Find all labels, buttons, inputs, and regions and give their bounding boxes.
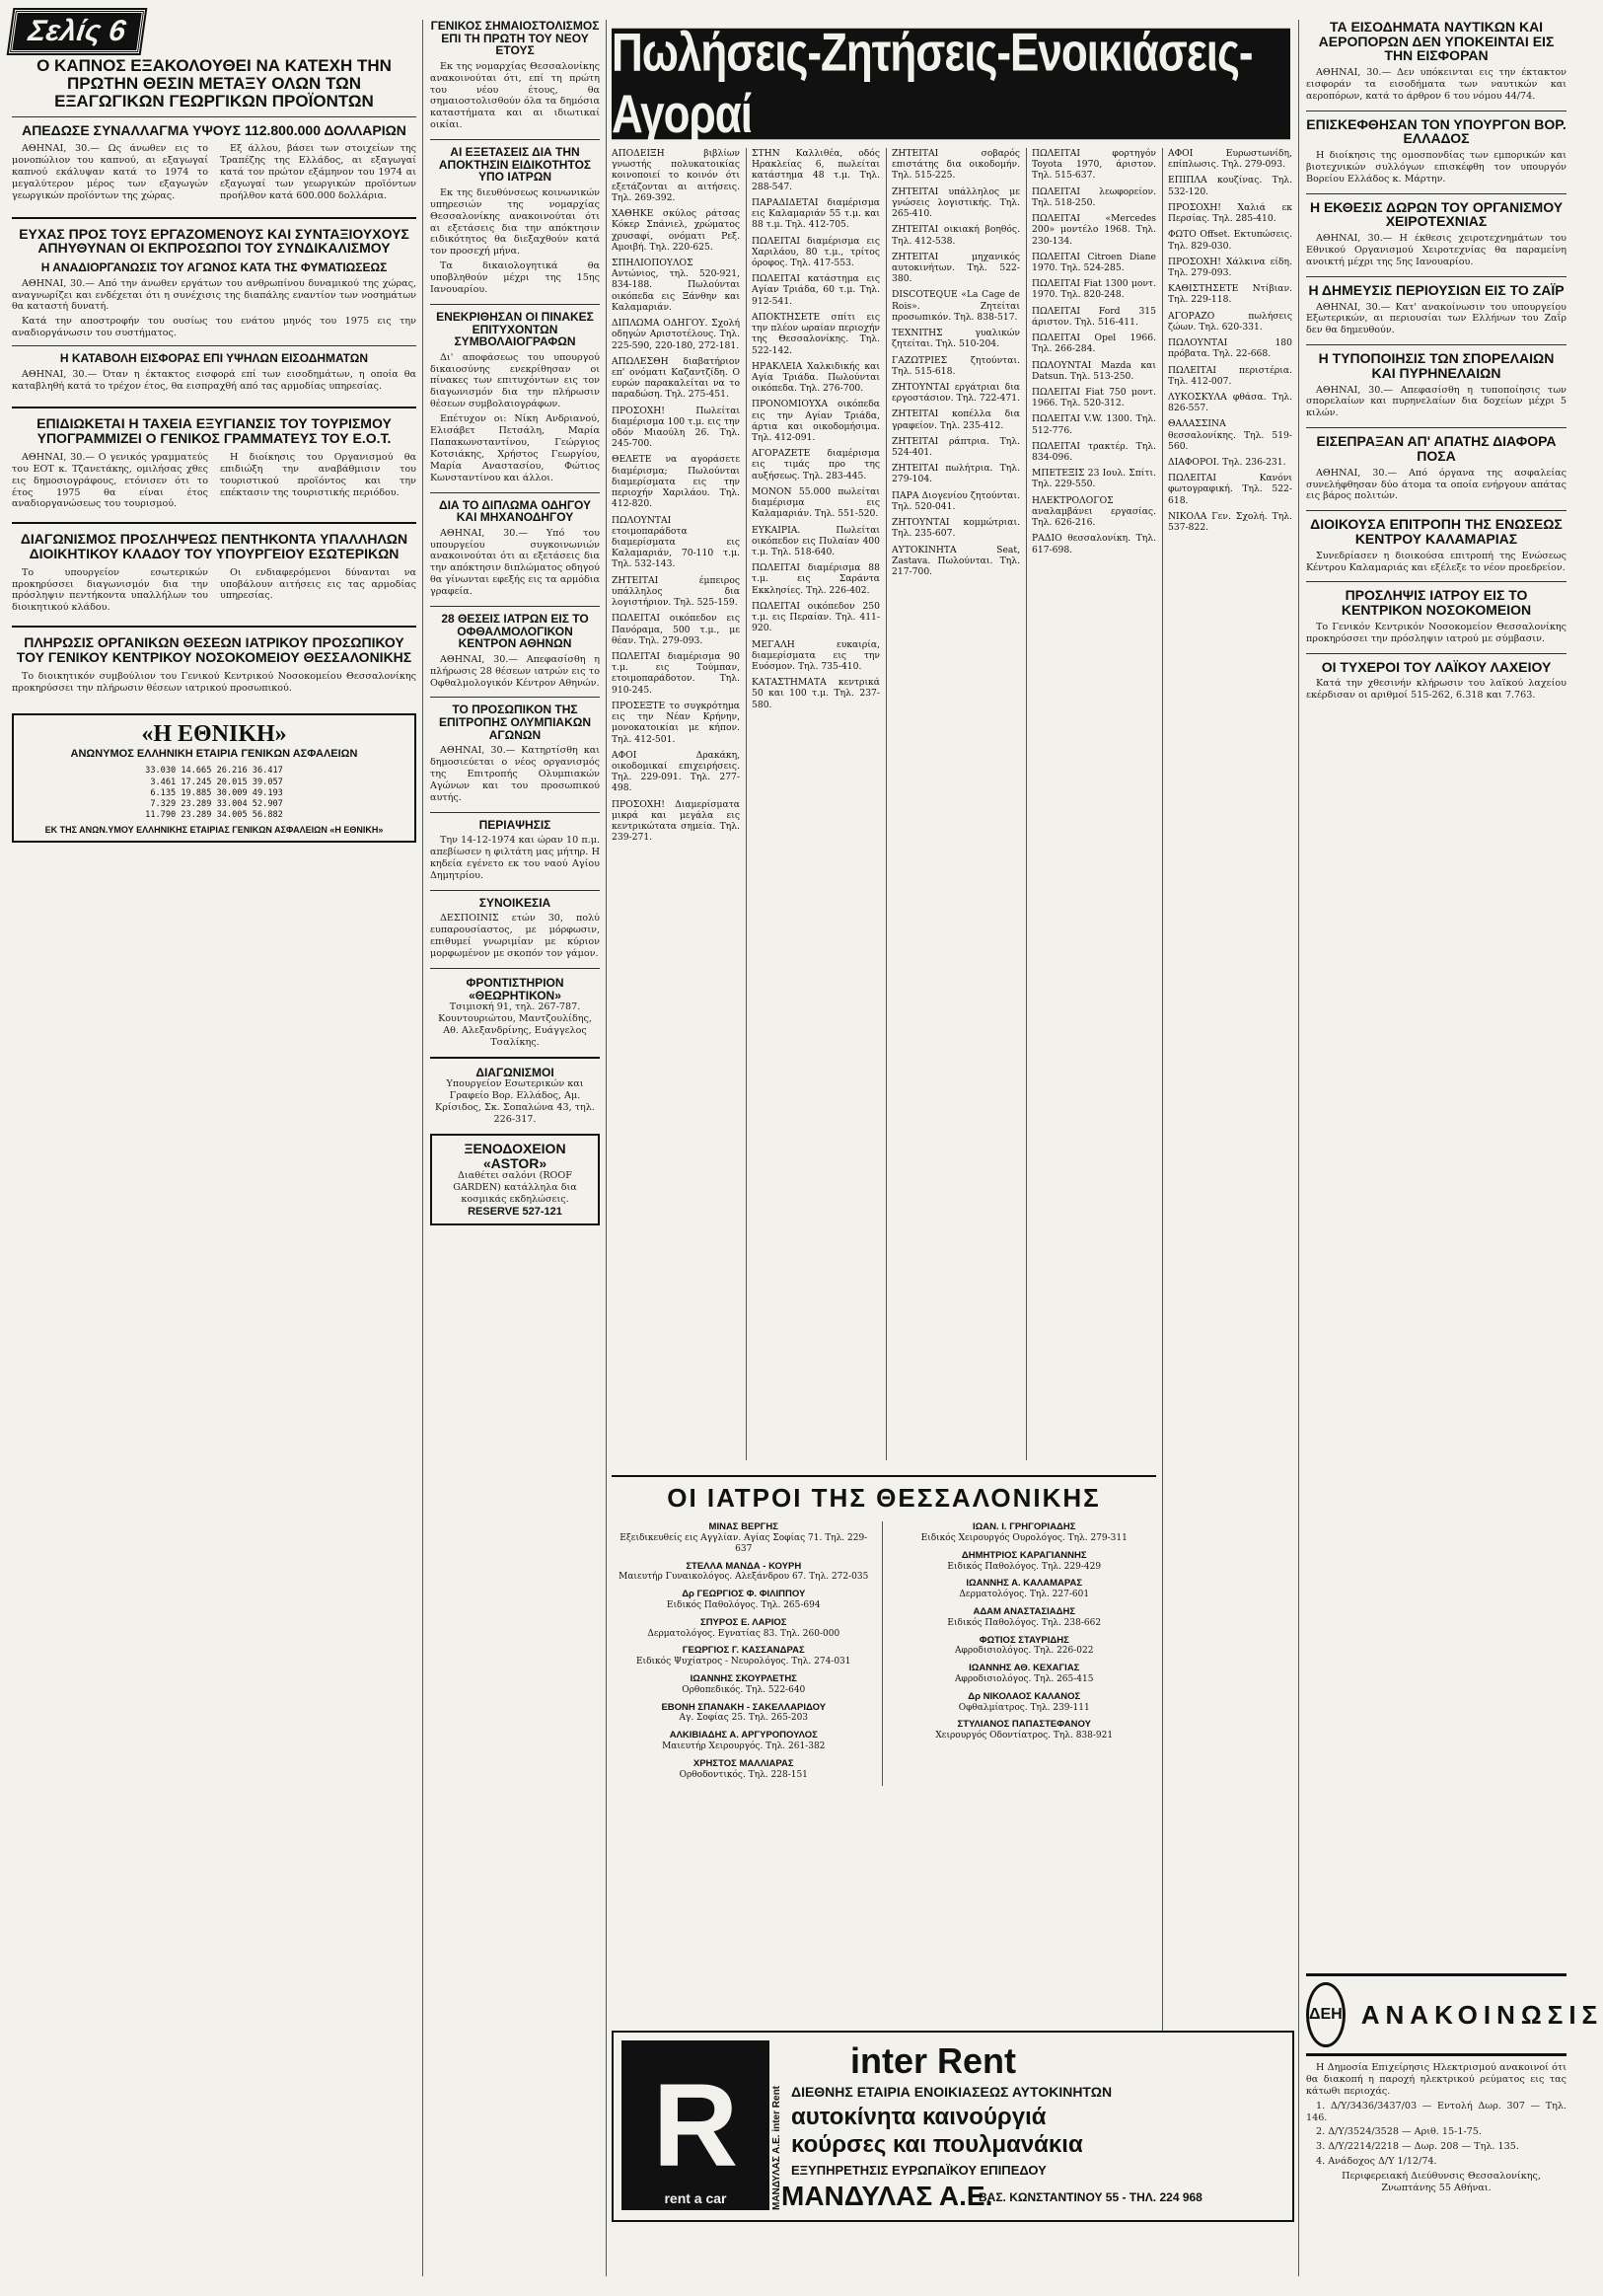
doctor-entry bbox=[612, 1645, 876, 1667]
doctors-title: ΟΙ ΙΑΤΡΟΙ ΤΗΣ ΘΕΣΣΑΛΟΝΙΚΗΣ bbox=[667, 1483, 1101, 1513]
column-second bbox=[430, 20, 600, 2279]
paragraph: Κατά την χθεσινήν κλήρωσιν του λαϊκού λαχείου εκέρδισαν οι αριθμοί 515-262, 6.318 και 7.763. bbox=[1306, 678, 1567, 702]
classified-ad: ΠΩΛΕΙΤΑΙ οικόπεδον εις Πανόραμα, 500 τ.μ., με θέαν. Τηλ. 279-093. bbox=[612, 613, 740, 646]
classified-ad: ΖΗΤΕΙΤΑΙ μηχανικός αυτοκινήτων. Τηλ. 522-380. bbox=[892, 251, 1020, 285]
classified-ad: ΖΗΤΟΥΝΤΑΙ κομμώτριαι. Τηλ. 235-607. bbox=[892, 517, 1020, 540]
doctor-name: ΑΔΑΜ ΑΝΑΣΤΑΣΙΑΔΗΣ bbox=[973, 1606, 1076, 1618]
classified-ad: ΠΡΟΣΟΧΗ! Χαλιά εκ Περσίας. Τηλ. 285-410. bbox=[1168, 201, 1292, 225]
article-headline: ΣΥΝΟΙΚΕΣΙΑ bbox=[478, 895, 551, 910]
paragraph: Δι' αποφάσεως του υπουργού δικαιοσύνης ενεκρίθησαν οι πίνακες των επιτυχόντων εις τον διαγωνισμόν δια την πλήρωσιν θέσεων συμβολαιογράφων. bbox=[430, 351, 600, 410]
article-headline: 28 ΘΕΣΕΙΣ ΙΑΤΡΩΝ ΕΙΣ ΤΟ ΟΦΘΑΛΜΟΛΟΓΙΚΟΝ ΚΕΝΤΡΟΝ ΑΘΗΝΩΝ bbox=[441, 612, 589, 651]
classified-ad: ΗΛΕΚΤΡΟΛΟΓΟΣ αναλαμβάνει εργασίας. Τηλ. 626-216. bbox=[1032, 494, 1156, 529]
classified-ad: ΠΡΟΣΟΧΗ! Χάλκινα είδη. Τηλ. 279-093. bbox=[1168, 256, 1292, 278]
paragraph: ΑΘΗΝΑΙ, 30.— Όταν η έκτακτος εισφορά επί των εισοδημάτων, η οποία θα καταβληθή κατά το τρέχον έτος, θα εισπραχθή από τας αρμοδίας υπηρεσίας. bbox=[12, 368, 416, 392]
paragraph: ΑΘΗΝΑΙ, 30.— Η έκθεσις χειροτεχνημάτων του Εθνικού Οργανισμού Χειροτεχνίας θα παραμείνη ανοικτή μέχρι της 5ης Ιανουαρίου. bbox=[1306, 233, 1567, 267]
classified-ad: ΔΙΑΦΟΡΟΙ. Τηλ. 236-231. bbox=[1168, 457, 1286, 469]
classifieds-column-c bbox=[892, 148, 1020, 1460]
doctor-entry bbox=[612, 1702, 876, 1725]
paragraph: ΑΘΗΝΑΙ, 30.— Υπό του υπουργείου συγκοινωνιών ανακοινούται ότι αι εξετάσεις δια την απόκτησιν διπλώματος οδηγού θα γίνωνται εφεξής εις τα αρμόδια γραφεία. bbox=[430, 527, 600, 598]
classified-ad: ΛΥΚΟΣΚΥΛΑ φθάσα. Τηλ. 826-557. bbox=[1168, 391, 1292, 414]
classified-ad: ΖΗΤΕΙΤΑΙ σοβαρός επιστάτης δια οικοδομήν. Τηλ. 515-225. bbox=[892, 148, 1020, 182]
lead-subheadline: ΑΠΕΔΩΣΕ ΣΥΝΑΛΛΑΓΜΑ ΥΨΟΥΣ 112.800.000 ΔΟΛΛΑΡΙΩΝ bbox=[22, 121, 406, 138]
ad-line: ΕΞΥΠΗΡΕΤΗΣΙΣ ΕΥΡΩΠΑΪΚΟΥ ΕΠΙΠΕΔΟΥ bbox=[791, 2163, 1047, 2178]
doctor-detail: Ειδικός Παθολόγος. Τηλ. 229-429 bbox=[947, 1561, 1102, 1572]
classified-ad: ΠΩΛΟΥΝΤΑΙ 180 πρόβατα. Τηλ. 22-668. bbox=[1168, 337, 1292, 360]
paragraph: Η διοίκησις του Οργανισμού θα επιδιώξη την αναβάθμισιν του τουριστικού προϊόντος και την επέκτασιν της τουριστικής περιόδου. bbox=[220, 451, 416, 498]
paragraph: 3. Δ/Υ/2214/2218 — Δωρ. 208 — Τηλ. 135. bbox=[1316, 2141, 1519, 2153]
logo-letter: R bbox=[652, 2059, 739, 2191]
classified-ad: ΠΩΛΕΙΤΑΙ οικόπεδον 250 τ.μ. εις Περαίαν. Τηλ. 411-920. bbox=[752, 600, 880, 634]
doctor-name: ΦΩΤΙΟΣ ΣΤΑΥΡΙΔΗΣ bbox=[979, 1634, 1069, 1646]
classified-ad: ΠΩΛΕΙΤΑΙ Citroen Diane 1970. Τηλ. 524-285. bbox=[1032, 251, 1156, 273]
ad-body: Διαθέτει σαλόνι (ROOF GARDEN) κατάλληλα δια κοσμικάς εκδηλώσεις. bbox=[453, 1170, 577, 1206]
classified-ad: ΠΩΛΕΙΤΑΙ Opel 1966. Τηλ. 266-284. bbox=[1032, 333, 1156, 355]
classified-ad: ΜΟΝΟΝ 55.000 πωλείται διαμέρισμα εις Καλαμαριάν. Τηλ. 551-520. bbox=[752, 485, 880, 520]
classified-ad: ΑΦΟΙ Ευρωστωνίδη, επίπλωσις. Τηλ. 279-093. bbox=[1168, 148, 1292, 171]
doctor-name: ΙΩΑΝΝΗΣ Α. ΚΑΛΑΜΑΡΑΣ bbox=[966, 1578, 1083, 1590]
doctor-detail: Ειδικός Παθολόγος. Τηλ. 238-662 bbox=[947, 1617, 1102, 1628]
logo-caption: rent a car bbox=[664, 2190, 727, 2206]
doctor-detail: Δερματολόγος. Τηλ. 227-601 bbox=[959, 1590, 1090, 1600]
paragraph: Εκ της νομαρχίας Θεσσαλονίκης ανακοινούται ότι, επί τη πρώτη του νέου έτους, θα σημαιοστολισθούν όλα τα δημόσια καταστήματα και αι ιδιωτικαί οικίαι. bbox=[430, 60, 600, 131]
column-left bbox=[12, 10, 416, 2279]
article-headline: Η ΔΗΜΕΥΣΙΣ ΠΕΡΙΟΥΣΙΩΝ ΕΙΣ ΤΟ ΖΑΪΡ bbox=[1308, 281, 1565, 298]
paragraph: Συνεδρίασεν η διοικούσα επιτροπή της Ενώσεως Κέντρου Καλαμαριάς και εξέλεξε το νέον προεδρείον. bbox=[1306, 550, 1567, 573]
doctor-detail: Αφροδισιολόγος. Τηλ. 265-415 bbox=[955, 1674, 1094, 1685]
classified-ad: ΠΡΟΝΟΜΙΟΥΧΑ οικόπεδα εις την Αγίαν Τριάδα, άρτια και οικοδομήσιμα. Τηλ. 412-091. bbox=[752, 399, 880, 444]
classified-ad: ΠΑΡΑΔΙΔΕΤΑΙ διαμέρισμα εις Καλαμαριάν 55 τ.μ. και 88 τ.μ. Τηλ. 412-705. bbox=[752, 196, 880, 231]
classified-ad: ΠΡΟΣΟΧΗ! Διαμερίσματα μικρά και μεγάλα εις κεντρικώτατα σημεία. Τηλ. 239-271. bbox=[612, 798, 740, 844]
article-headline: ΕΥΧΑΣ ΠΡΟΣ ΤΟΥΣ ΕΡΓΑΖΟΜΕΝΟΥΣ ΚΑΙ ΣΥΝΤΑΞΙΟΥΧΟΥΣ ΑΠΗΥΘΥΝΑΝ ΟΙ ΕΚΠΡΟΣΩΠΟΙ ΤΟΥ ΣΥΝΔΙΚΑΛΙΣΜΟΥ bbox=[19, 225, 409, 257]
classified-ad: ΠΩΛΕΙΤΑΙ διαμέρισμα 88 τ.μ. εις Σαράντα Εκκλησίες. Τηλ. 226-402. bbox=[752, 562, 880, 596]
doctor-entry bbox=[893, 1719, 1157, 1741]
doctor-detail: Αγ. Σοφίας 25. Τηλ. 265-203 bbox=[679, 1713, 809, 1724]
classified-ad: ΠΩΛΕΙΤΑΙ V.W. 1300. Τηλ. 512-776. bbox=[1032, 413, 1156, 436]
deh-title: ΑΝΑΚΟΙΝΩΣΙΣ bbox=[1360, 1999, 1603, 2030]
ethniki-insurance-ad bbox=[12, 713, 416, 843]
classifieds-column-e bbox=[1168, 148, 1292, 2023]
classified-ad: ΑΦΟΙ Δρακάκη, οικοδομικαί επιχειρήσεις. Τηλ. 229-091. Τηλ. 277-498. bbox=[612, 749, 740, 794]
classified-ad: ΠΩΛΕΙΤΑΙ Ford 315 άριστον. Τηλ. 516-411. bbox=[1032, 305, 1156, 328]
doctor-detail: Δερματολόγος. Εγνατίας 83. Τηλ. 260-000 bbox=[647, 1628, 840, 1639]
article-headline: ΕΝΕΚΡΙΘΗΣΑΝ ΟΙ ΠΙΝΑΚΕΣ ΕΠΙΤΥΧΟΝΤΩΝ ΣΥΜΒΟΛΑΙΟΓΡΑΦΩΝ bbox=[436, 309, 594, 349]
classified-ad: ΧΑΘΗΚΕ σκύλος ράτσας Κόκερ Σπάνιελ, χρώματος χρυσαφί, ονόματι Ρεξ. Αμοιβή. Τηλ. 220-625. bbox=[612, 208, 740, 253]
article-headline: ΔΙΟΙΚΟΥΣΑ ΕΠΙΤΡΟΠΗ ΤΗΣ ΕΝΩΣΕΩΣ ΚΕΝΤΡΟΥ ΚΑΛΑΜΑΡΙΑΣ bbox=[1310, 516, 1563, 547]
deh-footer: Περιφερειακή Διεύθυνσις Θεσσαλονίκης, Ζνωπτάνης 55 Αθήναι. bbox=[1342, 2171, 1541, 2194]
doctor-entry bbox=[893, 1635, 1157, 1658]
inter-rent-logo bbox=[621, 2040, 769, 2210]
classified-ad: ΑΥΤΟΚΙΝΗΤΑ Seat, Zastava. Πωλούνται. Τηλ. 217-700. bbox=[892, 544, 1020, 577]
paragraph: Εξ άλλου, βάσει των στοιχείων της Τραπέζης της Ελλάδος, αι εξαγωγαί κατά τον πρώτον εξάμηνον του 1974 αι εξαγωγαί των γεωργικών προϊόντων προήλθον κατά 600.000 δολλάρια. bbox=[220, 143, 416, 201]
classified-ad: ΤΕΧΝΙΤΗΣ γυαλικών ζητείται. Τηλ. 510-204. bbox=[892, 328, 1020, 350]
classifieds-column-a bbox=[612, 148, 740, 1460]
section-logo-text: Σελίς 6 bbox=[9, 10, 145, 53]
classifieds-banner: Πωλήσεις-Ζητήσεις-Ενοικιάσεις-Αγοραί bbox=[612, 29, 1290, 140]
article-headline: ΟΙ ΤΥΧΕΡΟΙ ΤΟΥ ΛΑΪΚΟΥ ΛΑΧΕΙΟΥ bbox=[1321, 658, 1552, 675]
doctor-entry bbox=[612, 1561, 876, 1584]
classified-ad: ΑΓΟΡΑΖΟ πωλήσεις ζώων. Τηλ. 620-331. bbox=[1168, 310, 1292, 333]
doctor-entry bbox=[893, 1578, 1157, 1600]
paragraph: Τα δικαιολογητικά θα υποβληθούν μέχρι της 15ης Ιανουαρίου. bbox=[430, 260, 600, 296]
doctor-detail: Ορθοπεδικός. Τηλ. 522-640 bbox=[682, 1684, 806, 1695]
classified-ad: ΖΗΤΕΙΤΑΙ έμπειρος υπάλληλος δια λογιστήριον. Τηλ. 525-159. bbox=[612, 574, 740, 609]
ad-address: ΒΑΣ. ΚΩΝΣΤΑΝΤΙΝΟΥ 55 - ΤΗΛ. 224 968 bbox=[979, 2190, 1202, 2204]
classified-ad: ΖΗΤΕΙΤΑΙ πωλήτρια. Τηλ. 279-104. bbox=[892, 463, 1020, 485]
classified-ad: ΓΑΖΩΤΡΙΕΣ ζητούνται. Τηλ. 515-618. bbox=[892, 354, 1020, 377]
classified-ad: ΠΩΛΕΙΤΑΙ τρακτέρ. Τηλ. 834-096. bbox=[1032, 440, 1156, 464]
inter-rent-ad bbox=[612, 2031, 1294, 2222]
classified-ad: ΕΠΙΠΛΑ κουζίνας. Τηλ. 532-120. bbox=[1168, 175, 1292, 197]
classified-ad: ΗΡΑΚΛΕΙΑ Χαλκιδικής και Αγία Τριάδα. Πωλούνται οικόπεδα. Τηλ. 276-700. bbox=[752, 360, 880, 395]
ad-body: Τσιμισκή 91, τηλ. 267-787. Κουντουριώτου, Μαντζουλίδης, Αθ. Αλεξανδρίνης, Ευάγγελος Τσαλίκης. bbox=[438, 1001, 592, 1048]
classified-ad: ΠΩΛΕΙΤΑΙ φορτηγόν Toyota 1970, άριστον. Τηλ. 515-637. bbox=[1032, 148, 1156, 182]
paragraph: Η διοίκησις της ομοσπονδίας των εμπορικών και βιοτεχνικών συλλόγων επισκέφθη τον υπουργόν Βορείου Ελλάδος κ. Μάρτην. bbox=[1306, 150, 1567, 185]
classified-ad: ΖΗΤΕΙΤΑΙ οικιακή βοηθός. Τηλ. 412-538. bbox=[892, 224, 1020, 247]
doctor-entry bbox=[612, 1730, 876, 1752]
ad-title: ΞΕΝΟΔΟΧΕΙΟΝ «ASTOR» bbox=[464, 1140, 566, 1171]
doctor-name: ΣΠΥΡΟΣ Ε. ΛΑΡΙΟΣ bbox=[700, 1616, 787, 1628]
classified-ad: ΑΠΩΛΕΣΘΗ διαβατήριον επ' ονόματι Καζαντζίδη. Ο ευρών παρακαλείται να το παραδώση. Τηλ. 275-451. bbox=[612, 355, 740, 401]
classified-ad: ΚΑΤΑΣΤΗΜΑΤΑ κεντρικά 50 και 100 τ.μ. Τηλ. 237-580. bbox=[752, 677, 880, 710]
doctor-entry bbox=[893, 1606, 1157, 1629]
article-headline: ΔΙΑ ΤΟ ΔΙΠΛΩΜΑ ΟΔΗΓΟΥ ΚΑΙ ΜΗΧΑΝΟΔΗΓΟΥ bbox=[438, 497, 592, 525]
classified-ad: ΦΩΤΟ Offset. Εκτυπώσεις. Τηλ. 829-030. bbox=[1168, 229, 1292, 252]
article-headline: ΠΡΟΣΛΗΨΙΣ ΙΑΤΡΟΥ ΕΙΣ ΤΟ ΚΕΝΤΡΙΚΟΝ ΝΟΣΟΚΟΜΕΙΟΝ bbox=[1341, 587, 1532, 619]
paragraph: 2. Δ/Υ/3524/3528 — Αριθ. 15-1-75. bbox=[1316, 2126, 1482, 2138]
doctor-entry bbox=[893, 1550, 1157, 1573]
doctor-detail: Ειδικός Χειρουργός Ουρολόγος. Τηλ. 279-311 bbox=[920, 1533, 1128, 1544]
paragraph: ΔΕΣΠΟΙΝΙΣ ετών 30, πολύ ευπαρουσίαστος, με μόρφωσιν, επιθυμεί γνωριμίαν με κύριον μορφωμένον με σκοπόν τον γάμον. bbox=[430, 913, 600, 960]
classified-ad: ΑΓΟΡΑΖΕΤΕ διαμέρισμα εις τιμάς προ της αυξήσεως. Τηλ. 283-445. bbox=[752, 448, 880, 481]
classified-ad: ΘΑΛΑΣΣΙΝΑ θεσσαλονίκης. Τηλ. 519-560. bbox=[1168, 418, 1292, 452]
ad-side-caption: ΜΑΝΔΥΛΑΣ Α.Ε. inter Rent bbox=[771, 2085, 782, 2210]
doctor-entry bbox=[612, 1758, 876, 1781]
classified-ad: ΡΑΔΙΟ θεσσαλονίκη. Τηλ. 617-698. bbox=[1032, 533, 1156, 555]
ad-subtitle: ΑΝΩΝΥΜΟΣ ΕΛΛΗΝΙΚΗ ΕΤΑΙΡΙΑ ΓΕΝΙΚΩΝ ΑΣΦΑΛΕΙΩΝ bbox=[70, 748, 358, 761]
doctors-directory bbox=[612, 1475, 1156, 2020]
paragraph: ΑΘΗΝΑΙ, 30.— Κατηρτίσθη και δημοσιεύεται ο νέος οργανισμός της Επιτροπής Ολυμπιακών Αγώνων και του προσωπικού αυτής. bbox=[430, 745, 600, 803]
doctor-entry bbox=[612, 1617, 876, 1640]
classified-ad: ΠΩΛΕΙΤΑΙ «Mercedes 200» μοντέλο 1968. Τηλ. 230-134. bbox=[1032, 213, 1156, 247]
astor-hotel-ad bbox=[430, 1134, 600, 1225]
doctor-detail: Εξειδικευθείς εις Αγγλίαν. Αγίας Σοφίας 71. Τηλ. 229-637 bbox=[619, 1533, 868, 1554]
classified-ad: ΑΠΟΔΕΙΞΗ βιβλίων γνωστής πολυκατοικίας κοινοποιεί το κοινόν ότι εξετάζονται αι αιτήσεις. Τηλ. 269-392. bbox=[612, 148, 740, 203]
classified-ad: ΠΩΛΕΙΤΑΙ διαμέρισμα εις Χαριλάου, 80 τ.μ., τρίτος όροφος. Τηλ. 417-553. bbox=[752, 235, 880, 268]
ad-title: inter Rent bbox=[850, 2040, 1017, 2081]
ad-title: ΔΙΑΓΩΝΙΣΜΟΙ bbox=[475, 1065, 554, 1079]
doctors-list-right bbox=[893, 1521, 1157, 1786]
deh-logo: ΔΕΗ bbox=[1306, 1982, 1346, 2047]
ad-footer: ΕΚ ΤΗΣ ΑΝΩΝ.ΥΜΟΥ ΕΛΛΗΝΙΚΗΣ ΕΤΑΙΡΙΑΣ ΓΕΝΙΚΩΝ ΑΣΦΑΛΕΙΩΝ «Η ΕΘΝΙΚΗ» bbox=[44, 825, 384, 836]
article-headline: ΑΙ ΕΞΕΤΑΣΕΙΣ ΔΙΑ ΤΗΝ ΑΠΟΚΤΗΣΙΝ ΕΙΔΙΚΟΤΗΤΟΣ ΥΠΟ ΙΑΤΡΩΝ bbox=[438, 145, 592, 185]
article-subheadline: Η ΑΝΑΔΙΟΡΓΑΝΩΣΙΣ ΤΟΥ ΑΓΩΝΟΣ ΚΑΤΑ ΤΗΣ ΦΥΜΑΤΙΩΣΕΩΣ bbox=[40, 260, 388, 275]
article-headline: ΕΠΙΣΚΕΦΘΗΣΑΝ ΤΟΝ ΥΠΟΥΡΓΟΝ ΒΟΡ. ΕΛΛΑΔΟΣ bbox=[1306, 115, 1567, 147]
column-right bbox=[1306, 19, 1603, 2279]
paragraph: Εκ της διευθύνσεως κοινωνικών υπηρεσιών της νομαρχίας Θεσσαλονίκης ανακοινούται ότι αι εξετάσεις δια την απόκτησιν ειδικότητος θα διεξαχθούν κατά τον προσεχή μήνα. bbox=[430, 186, 600, 258]
classified-ad: ΑΠΟΚΤΗΣΕΤΕ σπίτι εις την πλέον ωραίαν περιοχήν της Θεσσαλονίκης. Τηλ. 522-142. bbox=[752, 311, 880, 356]
doctor-detail: Οφθαλμίατρος. Τηλ. 239-111 bbox=[958, 1702, 1090, 1713]
doctor-detail: Ειδικός Παθολόγος. Τηλ. 265-694 bbox=[666, 1600, 821, 1611]
ad-number-table: 33.030 14.665 26.216 36.417 3.461 17.245 20.015 39.057 6.135 19.885 30.009 49.193 7.329 23.289 33.004 52.907 11.790 23.289 34.005 56.882 bbox=[145, 766, 283, 821]
doctor-name: ΣΤΥΛΙΑΝΟΣ ΠΑΠΑΣΤΕΦΑΝΟΥ bbox=[957, 1719, 1091, 1731]
paragraph: ΑΘΗΝΑΙ, 30.— Κατ' ανακοίνωσιν του υπουργείου Εξωτερικών, αι περιουσίαι των Ελλήνων του Ζαΐρ δεν θα δημευθούν. bbox=[1306, 301, 1567, 336]
classified-ad: ΜΠΕΤΕΞΙΣ 23 Ιουλ. Σπίτι. Τηλ. 229-550. bbox=[1032, 468, 1156, 490]
doctor-entry bbox=[612, 1589, 876, 1611]
article-headline: ΠΛΗΡΩΣΙΣ ΟΡΓΑΝΙΚΩΝ ΘΕΣΕΩΝ ΙΑΤΡΙΚΟΥ ΠΡΟΣΩΠΙΚΟΥ ΤΟΥ ΓΕΝΙΚΟΥ ΚΕΝΤΡΙΚΟΥ ΝΟΣΟΚΟΜΕΙΟΥ ΘΕΣΣΑΛΟΝΙΚΗΣ bbox=[16, 634, 412, 665]
article-subheadline: Η ΚΑΤΑΒΟΛΗ ΕΙΣΦΟΡΑΣ ΕΠΙ ΥΨΗΛΩΝ ΕΙΣΟΔΗΜΑΤΩΝ bbox=[59, 351, 369, 366]
classified-ad: ΠΩΛΕΙΤΑΙ Κανόνι φωτογραφική. Τηλ. 522-618. bbox=[1168, 473, 1292, 506]
ad-title: «Η ΕΘΝΙΚΗ» bbox=[141, 721, 287, 748]
paragraph: 1. Δ/Υ/3436/3437/03 — Εντολή Δωρ. 307 — Τηλ. 146. bbox=[1306, 2100, 1567, 2123]
doctor-detail: Μαιευτήρ Γυναικολόγος. Αλεξάνδρου 67. Τηλ. 272-035 bbox=[619, 1572, 869, 1583]
ad-body: Υπουργείον Εσωτερικών και Γραφείο Βορ. Ελλάδος, Αμ. Κρίσιδος, Σκ. Σοπαλώνα 43, τηλ. 226-317. bbox=[435, 1078, 595, 1126]
doctor-entry bbox=[612, 1521, 876, 1554]
paragraph: Το Γενικόν Κεντρικόν Νοσοκομείον Θεσσαλονίκης προκηρύσσει την πρόσληψιν ιατρού με σύμβασιν. bbox=[1306, 621, 1567, 644]
deh-announcement bbox=[1306, 1973, 1603, 2197]
classified-ad: DISCOTEQUE «La Cage de Rois». Ζητείται προσωπικόν. Τηλ. 838-517. bbox=[892, 289, 1020, 323]
classified-ad: ΠΑΡΑ Διογενίου ζητούνται. Τηλ. 520-041. bbox=[892, 489, 1020, 512]
paragraph: ΑΘΗΝΑΙ, 30.— Ως άνωθεν εις το μονοπώλιον του καπνού, αι εξαγωγαί καπνού εκάλυψαν κατά το 1974 το μεγαλύτερον μέρος των εξαγωγών γεωργικών προϊόντων της χώρας. bbox=[12, 143, 208, 201]
doctors-list-left bbox=[612, 1521, 883, 1786]
paragraph: Το διοικητικόν συμβούλιον του Γενικού Κεντρικού Νοσοκομείου Θεσσαλονίκης προκηρύσσει την πλήρωσιν θέσεων ιατρικού προσωπικού. bbox=[12, 670, 416, 694]
doctor-entry bbox=[612, 1673, 876, 1696]
classified-ad: ΝΙΚΟΛΑ Γεν. Σχολή. Τηλ. 537-822. bbox=[1168, 510, 1292, 534]
classified-ad: ΖΗΤΕΙΤΑΙ κοπέλλα δια γραφείον. Τηλ. 235-412. bbox=[892, 408, 1020, 431]
doctor-detail: Ορθοδοντικός. Τηλ. 228-151 bbox=[679, 1769, 808, 1780]
classified-ad: ΘΕΛΕΤΕ να αγοράσετε διαμέρισμα; Πωλούνται διαμερίσματα εις την περιοχήν Χαριλάου. Τηλ. 412-820. bbox=[612, 454, 740, 510]
classified-ad: ΠΩΛΕΙΤΑΙ κατάστημα εις Αγίαν Τριάδα, 60 τ.μ. Τηλ. 912-541. bbox=[752, 273, 880, 307]
section-logo bbox=[12, 10, 416, 53]
ad-footer: RESERVE 527-121 bbox=[468, 1205, 562, 1218]
ad-line: ΔΙΕΘΝΗΣ ΕΤΑΙΡΙΑ ΕΝΟΙΚΙΑΣΕΩΣ ΑΥΤΟΚΙΝΗΤΩΝ bbox=[791, 2084, 1113, 2100]
classified-ad: ΠΩΛΟΥΝΤΑΙ ετοιμοπαράδοτα διαμερίσματα εις Καλαμαριάν, 70-110 τ.μ. Τηλ. 532-143. bbox=[612, 514, 740, 570]
doctor-name: ΓΕΩΡΓΙΟΣ Γ. ΚΑΣΣΑΝΔΡΑΣ bbox=[682, 1645, 805, 1657]
doctor-detail: Μαιευτήρ Χειρουργός. Τηλ. 261-382 bbox=[662, 1741, 826, 1752]
doctor-detail: Ειδικός Ψυχίατρος - Νευρολόγος. Τηλ. 274-031 bbox=[635, 1657, 851, 1667]
doctor-name: ΜΙΝΑΣ ΒΕΡΓΗΣ bbox=[708, 1521, 778, 1533]
ad-line: αυτοκίνητα καινούργιά bbox=[791, 2104, 1047, 2130]
article-headline: ΕΠΙΔΙΩΚΕΤΑΙ Η ΤΑΧΕΙΑ ΕΞΥΓΙΑΝΣΙΣ ΤΟΥ ΤΟΥΡΙΣΜΟΥ ΥΠΟΓΡΑΜΜΙΖΕΙ Ο ΓΕΝΙΚΟΣ ΓΡΑΜΜΑΤΕΥΣ ΤΟΥ Ε.Ο.Τ. bbox=[36, 415, 392, 447]
classified-ad: ΠΩΛΟΥΝΤΑΙ Mazda και Datsun. Τηλ. 513-250. bbox=[1032, 359, 1156, 382]
classified-ad: ΠΩΛΕΙΤΑΙ διαμέρισμα 90 τ.μ. εις Τούμπαν, ετοιμοπαράδοτον. Τηλ. 910-245. bbox=[612, 650, 740, 696]
paragraph: Την 14-12-1974 και ώραν 10 π.μ. απεβίωσεν η φιλτάτη μας μήτηρ. Η κηδεία εγένετο εκ του ναού Αγίου Δημητρίου. bbox=[430, 835, 600, 881]
ad-company: ΜΑΝΔΥΛΑΣ Α.Ε. bbox=[781, 2181, 993, 2211]
classified-ad: ΠΩΛΕΙΤΑΙ περιστέρια. Τηλ. 412-007. bbox=[1168, 364, 1292, 387]
article-headline: ΤΑ ΕΙΣΟΔΗΜΑΤΑ ΝΑΥΤΙΚΩΝ ΚΑΙ ΑΕΡΟΠΟΡΩΝ ΔΕΝ ΥΠΟΚΕΙΝΤΑΙ ΕΙΣ ΤΗΝ ΕΙΣΦΟΡΑΝ bbox=[1318, 19, 1555, 64]
paragraph: ΑΘΗΝΑΙ, 30.— Απεφασίσθη η πλήρωσις 28 θέσεων ιατρών εις το Οφθαλμολογικόν Κέντρον Αθηνών. bbox=[430, 653, 600, 689]
doctor-name: ΙΩΑΝΝΗΣ ΣΚΟΥΡΛΕΤΗΣ bbox=[690, 1673, 797, 1685]
doctor-detail: Αφροδισιολόγος. Τηλ. 226-022 bbox=[955, 1646, 1094, 1657]
paragraph: Επέτυχον οι: Νίκη Ανδριανού, Ελισάβετ Πετσάλη, Μαρία Παπακωνσταντίνου, Γεώργιος Κοτσιάκης, Χρήστος Γεωργίου, Μαρία Αναστασίου, Φώτιος Κωνσταντίνου και άλλοι. bbox=[430, 413, 600, 483]
paragraph: ΑΘΗΝΑΙ, 30.— Δεν υπόκεινται εις την έκτακτον εισφοράν τα εισοδήματα των ναυτικών και αεροπόρων, κατά το άρθρον 6 του νόμου 44/74. bbox=[1306, 67, 1567, 102]
article-headline: ΔΙΑΓΩΝΙΣΜΟΣ ΠΡΟΣΛΗΨΕΩΣ ΠΕΝΤΗΚΟΝΤΑ ΥΠΑΛΛΗΛΩΝ ΔΙΟΙΚΗΤΙΚΟΥ ΚΛΑΔΟΥ ΤΟΥ ΥΠΟΥΡΓΕΙΟΥ ΕΣΩΤΕΡΙΚΩΝ bbox=[20, 531, 408, 561]
doctor-name: ΧΡΗΣΤΟΣ ΜΑΛΛΙΑΡΑΣ bbox=[692, 1757, 794, 1769]
classified-ad: ΣΠΗΛΙΟΠΟΥΛΟΣ Αντώνιος, τηλ. 520-921, 834-188. Πωλούνται οικόπεδα εις Ξάνθην και Καλαμαριάν. bbox=[612, 257, 740, 313]
article-headline: ΓΕΝΙΚΟΣ ΣΗΜΑΙΟΣΤΟΛΙΣΜΟΣ ΕΠΙ ΤΗ ΠΡΩΤΗ ΤΟΥ ΝΕΟΥ ΕΤΟΥΣ bbox=[430, 19, 600, 58]
paragraph: ΑΘΗΝΑΙ, 30.— Από όργανα της ασφαλείας συνελήφθησαν δύο άτομα τα οποία ενήργουν απάτας εις βάρος πολιτών. bbox=[1306, 467, 1567, 502]
classified-ad: ΣΤΗΝ Καλλιθέα, οδός Ηρακλείας 6, πωλείται κατάστημα 48 τ.μ. Τηλ. 288-547. bbox=[752, 148, 880, 192]
classified-ad: ΖΗΤΕΙΤΑΙ ράπτρια. Τηλ. 524-401. bbox=[892, 435, 1020, 459]
classified-ad: ΜΕΓΑΛΗ ευκαιρία, διαμερίσματα εις την Ευόσμον. Τηλ. 735-410. bbox=[752, 638, 880, 672]
ad-line: κούρσες και πουλμανάκια bbox=[791, 2131, 1083, 2158]
paragraph: ΑΘΗΝΑΙ, 30.— Απεφασίσθη η τυποποίησις των σπορελαίων και πυρηνελαίων δια δοχείων μέχρι 5 κιλών. bbox=[1306, 384, 1567, 419]
classified-ad: ΠΡΟΣΕΞΤΕ το συγκρότημα εις την Νέαν Κρήνην, μονοκατοικίαι με κήπον. Τηλ. 412-501. bbox=[612, 700, 740, 745]
article-headline: ΕΙΣΕΠΡΑΞΑΝ ΑΠ' ΑΠΑΤΗΣ ΔΙΑΦΟΡΑ ΠΟΣΑ bbox=[1316, 433, 1557, 464]
doctor-entry bbox=[893, 1663, 1157, 1685]
classifieds-column-d bbox=[1032, 148, 1156, 1460]
classified-ad: ΠΩΛΕΙΤΑΙ λεωφορείον. Τηλ. 518-250. bbox=[1032, 185, 1156, 208]
article-headline: Η ΕΚΘΕΣΙΣ ΔΩΡΩΝ ΤΟΥ ΟΡΓΑΝΙΣΜΟΥ ΧΕΙΡΟΤΕΧΝΙΑΣ bbox=[1309, 198, 1564, 230]
doctor-name: ΑΛΚΙΒΙΑΔΗΣ Α. ΑΡΓΥΡΟΠΟΥΛΟΣ bbox=[669, 1730, 818, 1741]
classified-ad: ΖΗΤΕΙΤΑΙ υπάλληλος με γνώσεις λογιστικής. Τηλ. 265-410. bbox=[892, 185, 1020, 220]
paragraph: Κατά την αποστροφήν του ουσίως του ενάτου μηνός του 1975 εις την αναδιοργάνωσιν του συστήματος. bbox=[12, 316, 416, 339]
article-headline: ΠΕΡΙΑΨΗΣΙΣ bbox=[478, 817, 551, 832]
doctor-name: ΕΒΟΝΗ ΣΠΑΝΑΚΗ - ΣΑΚΕΛΛΑΡΙΔΟΥ bbox=[661, 1701, 827, 1713]
classified-ad: ΖΗΤΟΥΝΤΑΙ εργάτριαι δια εργοστάσιον. Τηλ. 722-471. bbox=[892, 381, 1020, 405]
doctor-detail: Χειρουργός Οδοντίατρος. Τηλ. 838-921 bbox=[935, 1731, 1114, 1741]
doctor-entry bbox=[893, 1691, 1157, 1714]
classified-ad: ΠΡΟΣΟΧΗ! Πωλείται διαμέρισμα 100 τ.μ. εις την οδόν Μιαούλη 26. Τηλ. 245-700. bbox=[612, 405, 740, 450]
lead-headline: Ο ΚΑΠΝΟΣ ΕΞΑΚΟΛΟΥΘΕΙ ΝΑ ΚΑΤΕΧΗ ΤΗΝ ΠΡΩΤΗΝ ΘΕΣΙΝ ΜΕΤΑΞΥ ΟΛΩΝ ΤΩΝ ΕΞΑΓΩΓΙΚΩΝ ΓΕΩΡΓΙΚΩΝ ΠΡΟΪΟΝΤΩΝ bbox=[36, 56, 392, 111]
classified-ad: ΕΥΚΑΙΡΙΑ. Πωλείται οικόπεδον εις Πυλαίαν 400 τ.μ. Τηλ. 518-640. bbox=[752, 524, 880, 557]
classified-ad: ΔΙΠΛΩΜΑ ΟΔΗΓΟΥ. Σχολή οδηγών Αριστοτέλους. Τηλ. 225-590, 220-180, 272-181. bbox=[612, 318, 740, 351]
paragraph: ΑΘΗΝΑΙ, 30.— Από την άνωθεν εργάτων του ανθρωπίνου δυναμικού της χώρας, αναγνωρίζει και ενδέχεται ότι η συνέχισις της διαπάλης εναντίον των νοσημάτων θα καταστή δυνατή. bbox=[12, 277, 416, 313]
article-headline: ΤΟ ΠΡΟΣΩΠΙΚΟΝ ΤΗΣ ΕΠΙΤΡΟΠΗΣ ΟΛΥΜΠΙΑΚΩΝ ΑΓΩΝΩΝ bbox=[438, 703, 592, 742]
doctor-name: Δρ ΓΕΩΡΓΙΟΣ Φ. ΦΙΛΙΠΠΟΥ bbox=[682, 1589, 806, 1600]
doctor-name: ΔΗΜΗΤΡΙΟΣ ΚΑΡΑΓΙΑΝΝΗΣ bbox=[961, 1549, 1087, 1561]
doctor-name: ΣΤΕΛΛΑ ΜΑΝΔΑ - ΚΟΥΡΗ bbox=[686, 1560, 802, 1572]
paragraph: 4. Ανάδοχος Δ/Υ 1/12/74. bbox=[1316, 2156, 1437, 2168]
paragraph: ΑΘΗΝΑΙ, 30.— Ο γενικός γραμματεύς του ΕΟΤ κ. Τζανετάκης, ομιλήσας χθες εις δημοσιογράφους, ετόνισεν ότι το έτος 1975 θα είναι έτος αναδιοργανώσεως του τουρισμού. bbox=[12, 451, 208, 510]
paragraph: Το υπουργείον εσωτερικών προκηρύσσει διαγωνισμόν δια την πρόσληψιν πεντήκοντα υπαλλήλων του διοικητικού κλάδου. bbox=[12, 566, 208, 614]
lead-body bbox=[12, 143, 416, 204]
paragraph: Η Δημοσία Επιχείρησις Ηλεκτρισμού ανακοινοί ότι θα διακοπή η παροχή ηλεκτρικού ρεύματος εις τας κάτωθι περιοχάς. bbox=[1306, 2062, 1567, 2097]
paragraph: Οι ενδιαφερόμενοι δύνανται να υποβάλουν αιτήσεις εις τας αρμοδίας υπηρεσίας. bbox=[220, 566, 416, 602]
classified-ad: ΚΑΘΙΣΤΗΣΕΤΕ Ντίβιαν. Τηλ. 229-118. bbox=[1168, 283, 1292, 306]
doctor-name: ΙΩΑΝ. Ι. ΓΡΗΓΟΡΙΑΔΗΣ bbox=[973, 1521, 1076, 1533]
classified-ad: ΠΩΛΕΙΤΑΙ Fiat 1300 μοντ. 1970. Τηλ. 820-248. bbox=[1032, 278, 1156, 301]
classified-ad: ΠΩΛΕΙΤΑΙ Fiat 750 μοντ. 1966. Τηλ. 520-312. bbox=[1032, 386, 1156, 409]
doctor-entry bbox=[893, 1521, 1157, 1544]
doctor-name: ΙΩΑΝΝΗΣ ΑΘ. ΚΕΧΑΓΙΑΣ bbox=[969, 1663, 1080, 1674]
article-headline: Η ΤΥΠΟΠΟΙΗΣΙΣ ΤΩΝ ΣΠΟΡΕΛΑΙΩΝ ΚΑΙ ΠΥΡΗΝΕΛΑΙΩΝ bbox=[1318, 350, 1555, 381]
classifieds-column-b bbox=[752, 148, 880, 1460]
doctor-name: Δρ ΝΙΚΟΛΑΟΣ ΚΑΛΑΝΟΣ bbox=[968, 1690, 1081, 1702]
ad-title: ΦΡΟΝΤΙΣΤΗΡΙΟΝ «ΘΕΩΡΗΤΙΚΟΝ» bbox=[466, 976, 564, 1002]
